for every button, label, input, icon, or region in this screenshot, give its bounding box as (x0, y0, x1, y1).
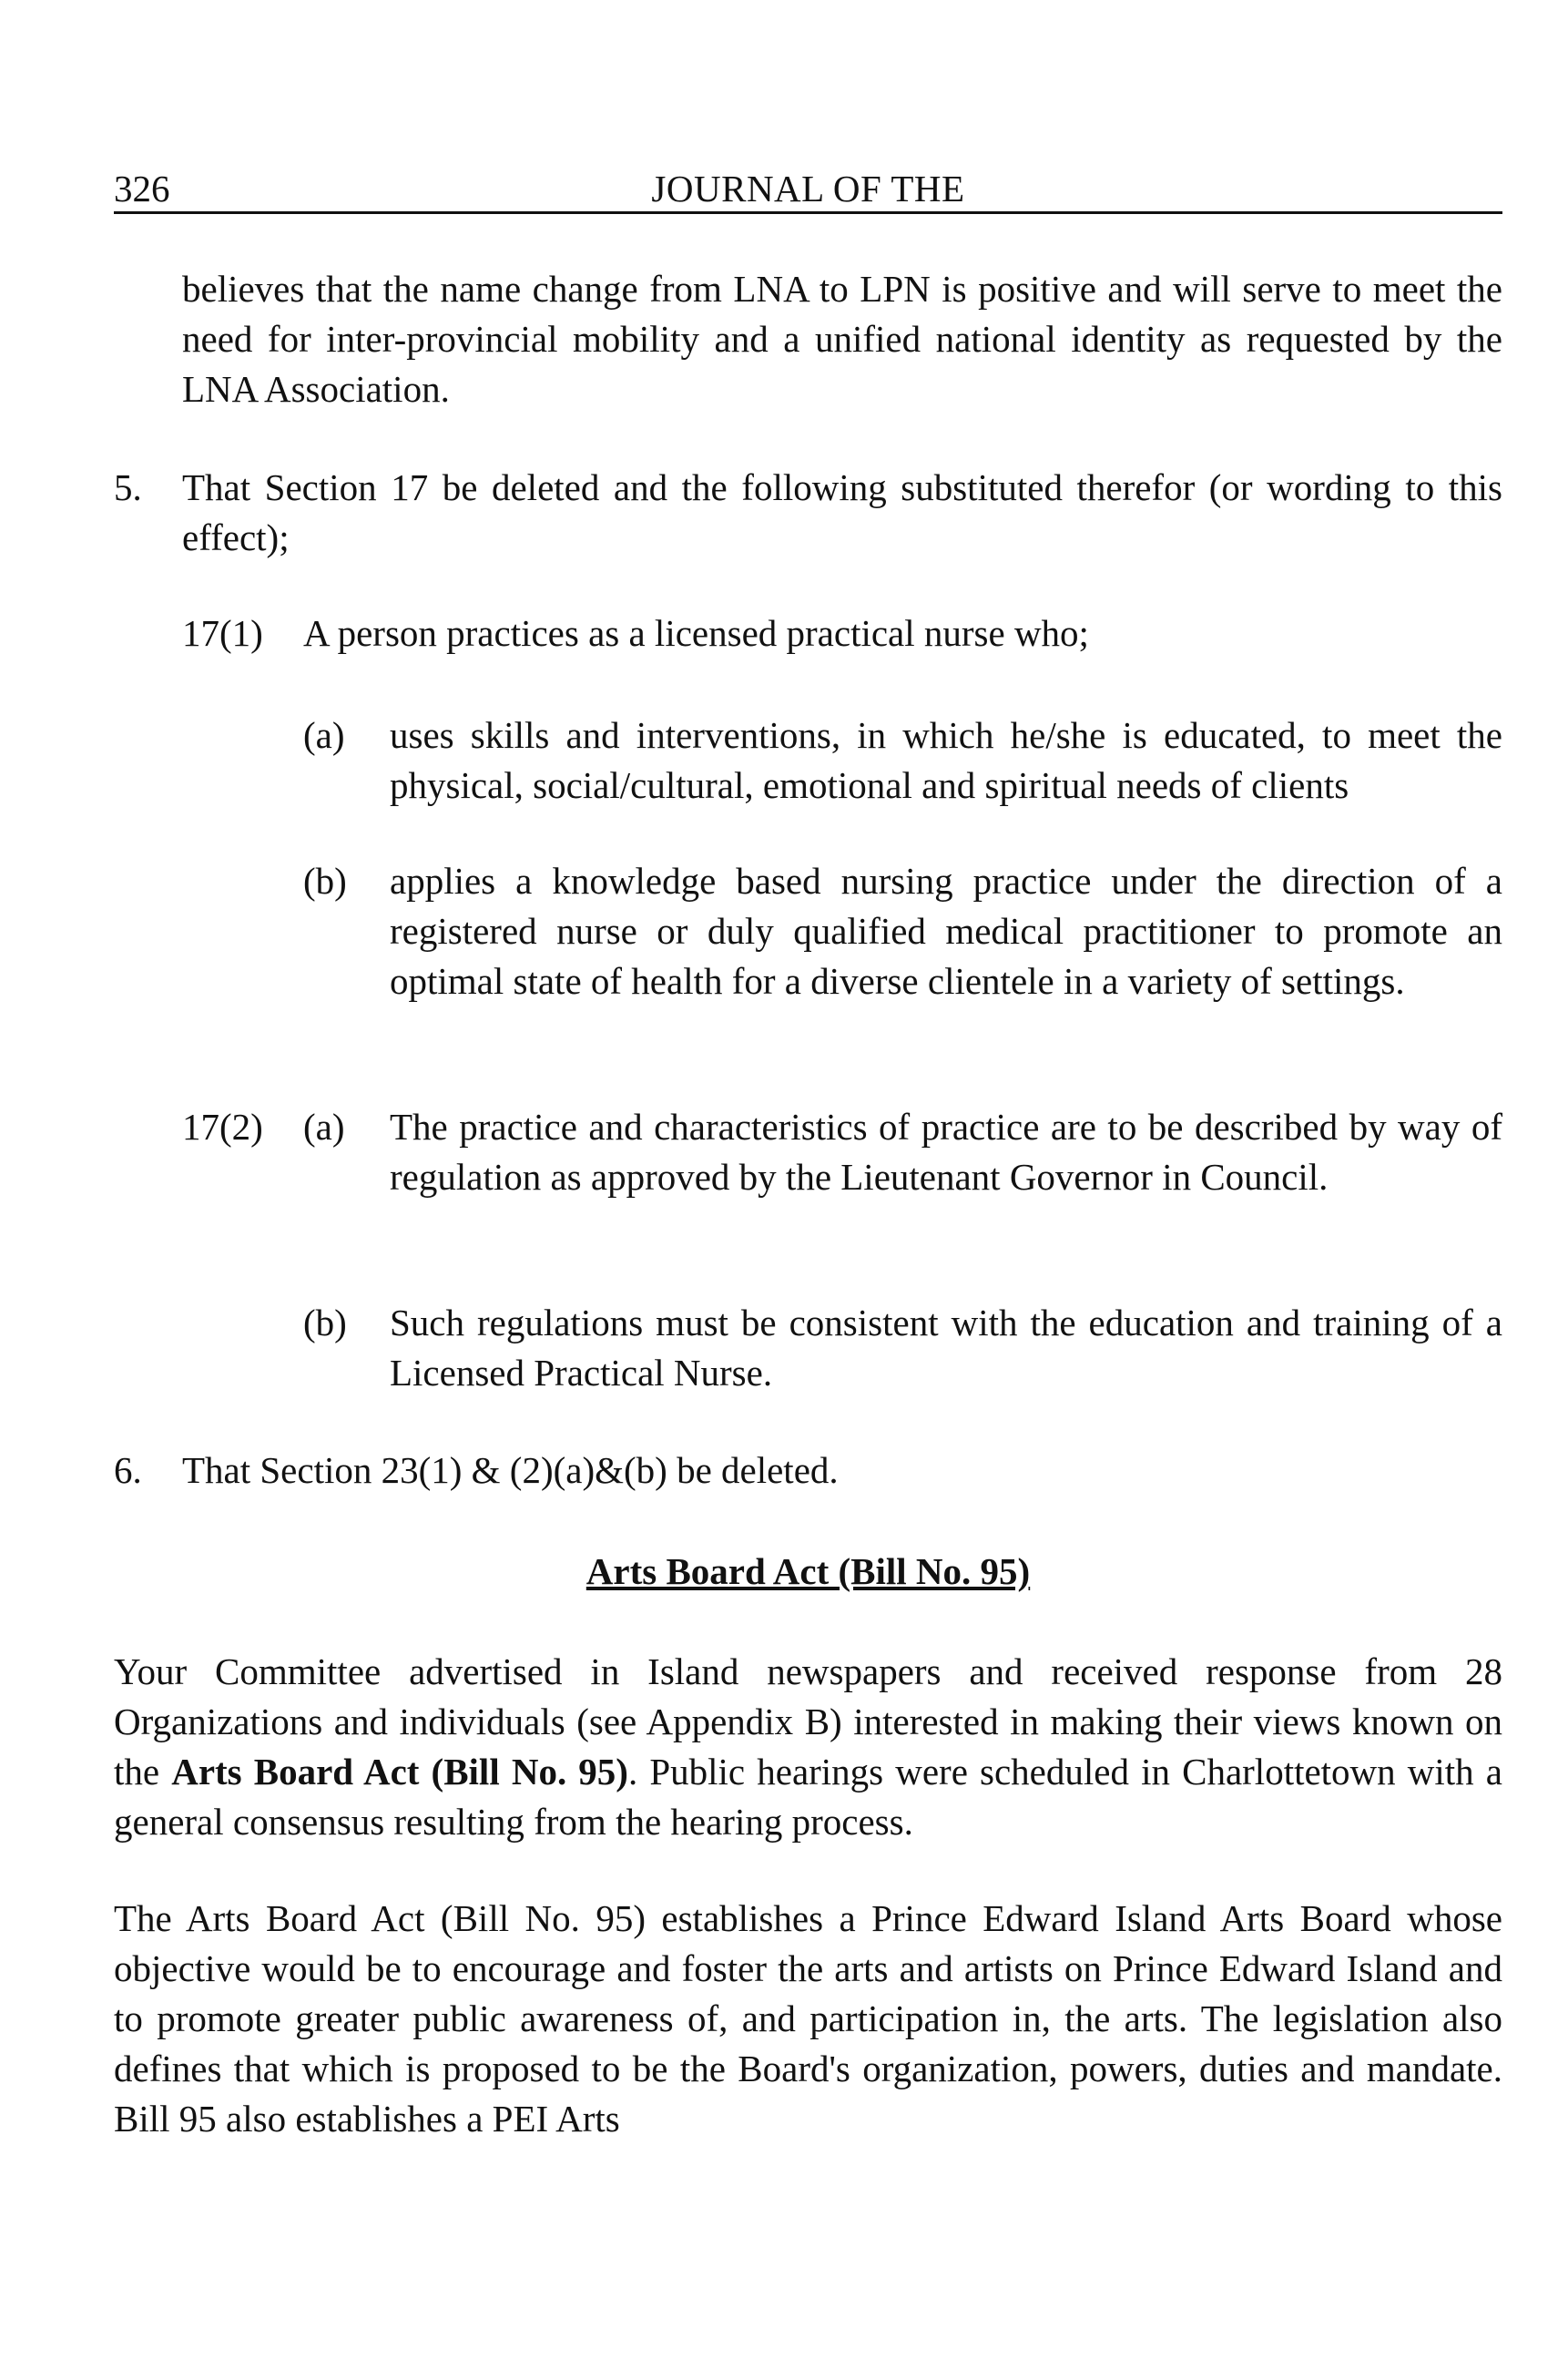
section-17-1-a-label: (a) (303, 714, 345, 756)
section-17-1-a-text: uses skills and interventions, in which he/she is educated, to meet the physical, social/cultural, emotional and spiritual needs of clients (390, 714, 1502, 806)
continued-paragraph: believes that the name change from LNA to LPN is positive and will serve to meet the need for inter-provincial mobility and a unified national identity as requested by the LNA Association. (182, 268, 1502, 410)
arts-paragraph-1 (114, 1647, 1502, 1847)
section-17-2-b-text: Such regulations must be consistent with the education and training of a Licensed Practical Nurse. (390, 1302, 1502, 1394)
section-17-2-label: 17(2) (182, 1106, 263, 1148)
item-5-text: That Section 17 be deleted and the following substituted therefor (or wording to this effect); (182, 466, 1502, 558)
item-5-number: 5. (114, 466, 142, 508)
item-6-number: 6. (114, 1449, 142, 1491)
section-17-2-a-text: The practice and characteristics of practice are to be described by way of regulation as approved by the Lieutenant Governor in Council. (390, 1106, 1502, 1198)
section-17-1-label: 17(1) (182, 612, 263, 654)
section-17-1-text: A person practices as a licensed practical nurse who; (303, 612, 1089, 654)
page-number: 326 (114, 168, 170, 209)
section-17-2-a-label: (a) (303, 1106, 345, 1148)
item-6-text: That Section 23(1) & (2)(a)&(b) be deleted. (182, 1449, 839, 1491)
arts-para1-text-end: . Public hearings were scheduled in Charlottetown with a general consensus resulting from the hearing process. (114, 1751, 1502, 1843)
section-17-1-b-text: applies a knowledge based nursing practice under the direction of a registered nurse or duly qualified medical practitioner to promote an optimal state of health for a diverse clientele in a variety of settings. (390, 860, 1502, 1002)
page-header (114, 160, 1502, 214)
section-17-1-b-label: (b) (303, 860, 347, 902)
journal-title: JOURNAL OF THE (651, 168, 965, 209)
arts-board-heading-text: Arts Board Act (Bill No. 95) (585, 1550, 1031, 1592)
arts-para1-bold: Arts Board Act (Bill No. 95) (171, 1751, 628, 1793)
arts-board-heading (114, 1547, 1502, 1597)
section-17-2-b-label: (b) (303, 1302, 347, 1343)
arts-paragraph-2: The Arts Board Act (Bill No. 95) establishes a Prince Edward Island Arts Board whose objective would be to encourage and foster the arts and artists on Prince Edward Island and to promote greater public awareness of, and participation in, the arts. The legislation also defines that which is proposed to be the Board's organization, powers, duties and mandate. Bill 95 also establishes a PEI Arts (114, 1897, 1502, 2140)
arts-para1-text: Your Committee advertised in Island newspapers and received response from 28 Organizations and individuals (see Appendix B) interested in making their views known on the (114, 1650, 1502, 1793)
